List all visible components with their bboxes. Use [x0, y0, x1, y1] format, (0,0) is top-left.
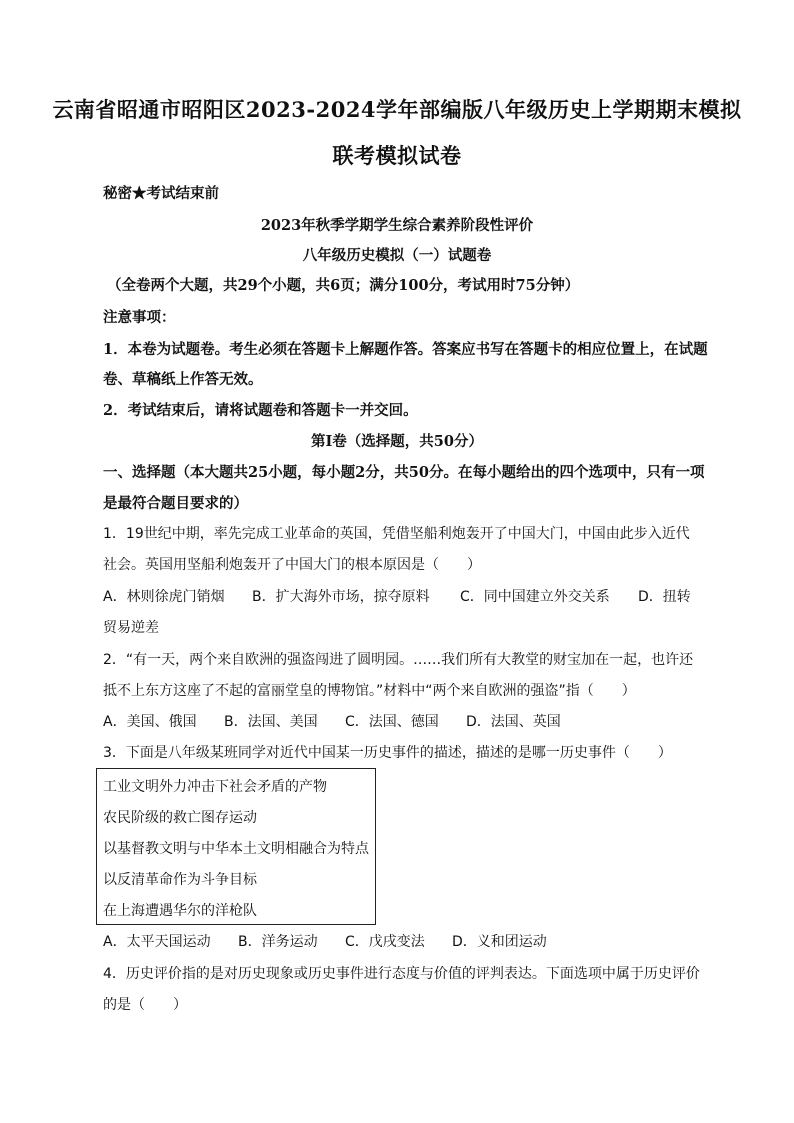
notice-item-2: 2．考试结束后，请将试题卷和答题卡一并交回。 [103, 402, 418, 419]
question-3-material-box [96, 768, 376, 925]
document-title-line1: 云南省昭通市昭阳区2023-2024学年部编版八年级历史上学期期末模拟 [52, 97, 742, 122]
question-2-option-a: A．美国、俄国 [103, 714, 197, 730]
material-line: 在上海遭遇华尔的洋枪队 [103, 903, 257, 919]
question-3-option-b: B．洋务运动 [238, 934, 318, 950]
question-1-option-b: B．扩大海外市场，掠夺原料 [252, 589, 430, 605]
question-1-option-d: D．扭转 [638, 589, 691, 605]
question-1-stem: 1．19世纪中期，率先完成工业革命的英国，凭借坚船利炮轰开了中国大门，中国由此步入近代 [103, 526, 690, 542]
exam-name: 2023年秋季学期学生综合素养阶段性评价 [260, 217, 534, 234]
question-3-option-c: C．戊戌变法 [345, 934, 425, 950]
part-instructions-cont: 是最符合题目要求的） [103, 495, 248, 512]
notice-item-1-cont: 卷、草稿纸上作答无效。 [103, 371, 263, 388]
material-line: 以反清革命作为斗争目标 [103, 872, 257, 888]
part-instructions: 一、选择题（本大题共25小题，每小题2分，共50分。在每小题给出的四个选项中，只有一项 [103, 464, 705, 481]
material-line: 工业文明外力冲击下社会矛盾的产物 [103, 779, 327, 795]
notice-heading: 注意事项： [103, 309, 176, 326]
question-4-stem: 4．历史评价指的是对历史现象或历史事件进行态度与价值的评判表达。下面选项中属于历史评价 [103, 966, 700, 982]
question-2-option-c: C．法国、德国 [345, 714, 439, 730]
paper-name: 八年级历史模拟（一）试题卷 [302, 247, 492, 264]
question-1-option-a: A．林则徐虎门销烟 [103, 589, 225, 605]
question-3-stem: 3．下面是八年级某班同学对近代中国某一历史事件的描述，描述的是哪一历史事件（ ） [103, 745, 672, 761]
question-3-option-d: D．义和团运动 [452, 934, 547, 950]
question-4-stem-cont: 的是（ ） [103, 997, 187, 1013]
material-line: 农民阶级的救亡图存运动 [103, 810, 257, 826]
question-3-option-a: A．太平天国运动 [103, 934, 211, 950]
notice-item-1: 1．本卷为试题卷。考生必须在答题卡上解题作答。答案应书写在答题卡的相应位置上，在试题 [103, 341, 708, 358]
question-2-option-d: D．法国、英国 [466, 714, 561, 730]
confidential-label: 秘密★考试结束前 [103, 185, 219, 202]
question-2-stem: 2．“有一天，两个来自欧洲的强盗闯进了圆明园。……我们所有大教堂的财宝加在一起，也许还 [103, 652, 694, 668]
question-2-option-b: B．法国、美国 [224, 714, 318, 730]
question-2-stem-cont: 抵不上东方这座了不起的富丽堂皇的博物馆。”材料中“两个来自欧洲的强盗”指（ ） [103, 683, 636, 699]
section-heading: 第Ⅰ卷（选择题，共50分） [311, 433, 483, 450]
question-1-option-c: C．同中国建立外交关系 [460, 589, 610, 605]
exam-info: （全卷两个大题，共29个小题，共6页；满分100分，考试用时75分钟） [107, 277, 580, 294]
document-title-line2: 联考模拟试卷 [332, 143, 462, 168]
question-1-stem-cont: 社会。英国用坚船利炮轰开了中国大门的根本原因是（ ） [103, 557, 481, 573]
question-1-option-d-cont: 贸易逆差 [103, 620, 159, 636]
material-line: 以基督教文明与中华本土文明相融合为特点 [103, 841, 369, 857]
